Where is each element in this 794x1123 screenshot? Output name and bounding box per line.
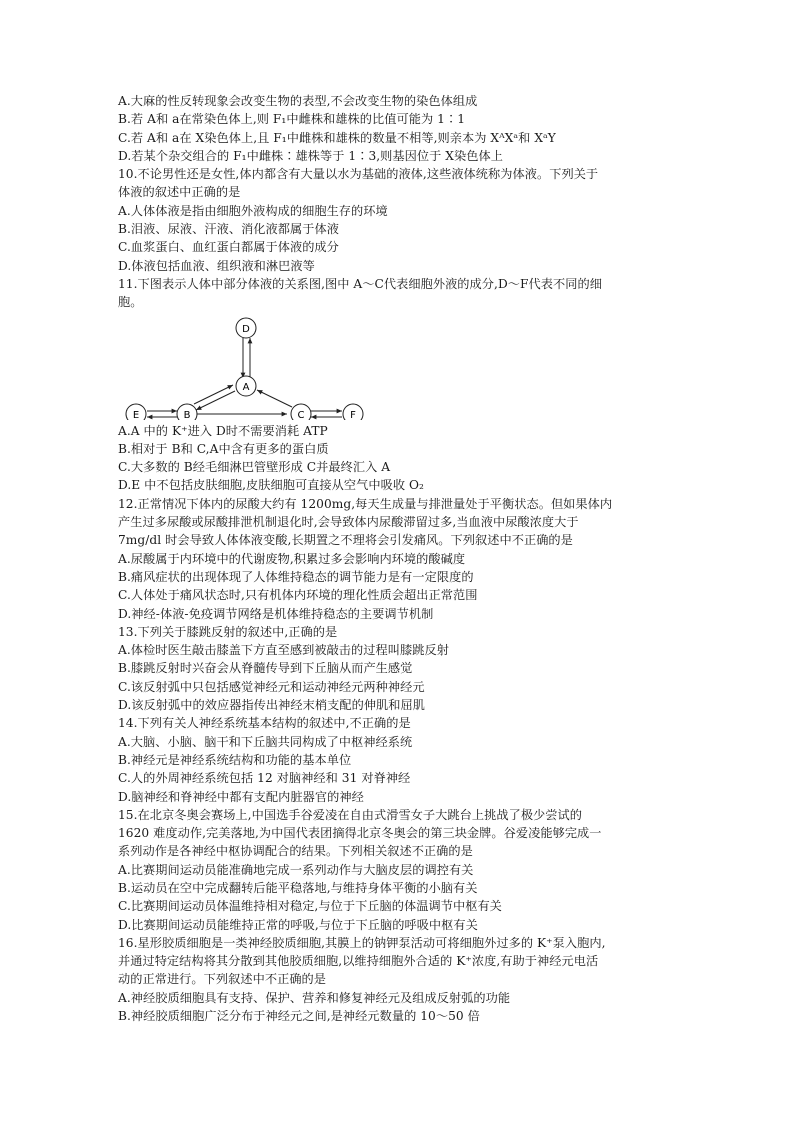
q16-stem-line-3: 动的正常进行。下列叙述中不正确的是 bbox=[118, 972, 327, 987]
q14-option-c: C.人的外周神经系统包括 12 对脑神经和 31 对脊神经 bbox=[118, 771, 411, 786]
q9-option-c: C.若 A和 a在 X染色体上,且 F₁中雌株和雄株的数量不相等,则亲本为 XᴬXᵃ和 XᵃY bbox=[118, 130, 556, 145]
q9-option-a: A.大麻的性反转现象会改变生物的表型,不会改变生物的染色体组成 bbox=[118, 94, 478, 108]
question-11 bbox=[118, 275, 684, 495]
q10-option-c: C.血浆蛋白、血红蛋白都属于体液的成分 bbox=[118, 240, 339, 255]
q11-stem-line-2: 胞。 bbox=[118, 295, 143, 310]
q16-stem-line-1: 16.星形胶质细胞是一类神经胶质细胞,其膜上的钠钾泵活动可将细胞外过多的 K⁺泵入胞内, bbox=[118, 935, 606, 950]
q14-stem-line-1: 14.下列有关人神经系统基本结构的叙述中,不正确的是 bbox=[118, 716, 411, 731]
q11-stem-line-1: 11.下图表示人体中部分体液的关系图,图中 A～C代表细胞外液的成分,D～F代表不同的细 bbox=[118, 276, 602, 291]
q11-option-b: B.相对于 B和 C,A中含有更多的蛋白质 bbox=[118, 441, 329, 456]
node-f bbox=[343, 404, 363, 420]
q15-option-b: B.运动员在空中完成翻转后能平稳落地,与维持身体平衡的小脑有关 bbox=[118, 880, 478, 895]
q10-option-d: D.体液包括血液、组织液和淋巴液等 bbox=[118, 258, 315, 273]
svg-text:D: D bbox=[242, 323, 250, 335]
svg-text:A: A bbox=[242, 381, 250, 393]
q10-option-b: B.泪液、尿液、汗液、消化液都属于体液 bbox=[118, 222, 339, 237]
q13-stem-line-1: 13.下列关于膝跳反射的叙述中,正确的是 bbox=[118, 624, 338, 639]
node-d bbox=[236, 318, 256, 338]
node-e bbox=[126, 404, 146, 420]
q12-stem-line-2: 产生过多尿酸或尿酸排泄机制退化时,会导致体内尿酸滞留过多,当血液中尿酸浓度大于 bbox=[118, 515, 579, 530]
question-10 bbox=[118, 165, 684, 275]
q12-option-a: A.尿酸属于内环境中的代谢废物,积累过多会影响内环境的酸碱度 bbox=[118, 551, 466, 566]
q14-option-b: B.神经元是神经系统结构和功能的基本单位 bbox=[118, 752, 352, 767]
q12-option-c: C.人体处于痛风状态时,只有机体内环境的理化性质会超出正常范围 bbox=[118, 588, 478, 603]
q14-option-a: A.大脑、小脑、脑干和下丘脑共同构成了中枢神经系统 bbox=[118, 734, 413, 749]
body-fluid-diagram bbox=[118, 316, 684, 420]
q10-stem-line-2: 体液的叙述中正确的是 bbox=[118, 185, 241, 200]
q11-option-d: D.E 中不包括皮肤细胞,皮肤细胞可直接从空气中吸收 O₂ bbox=[118, 478, 424, 493]
body-fluid-diagram-svg bbox=[118, 316, 378, 420]
arrow-c-to-a bbox=[257, 390, 292, 407]
q11-option-a: A.A 中的 K⁺进入 D时不需要消耗 ATP bbox=[118, 423, 328, 438]
question-12 bbox=[118, 495, 684, 623]
q9-option-d: D.若某个杂交组合的 F₁中雌株∶雄株等于 1∶3,则基因位于 X染色体上 bbox=[118, 148, 503, 163]
question-16 bbox=[118, 934, 684, 1025]
svg-text:F: F bbox=[350, 409, 356, 420]
exam-page bbox=[118, 92, 684, 1025]
q15-option-d: D.比赛期间运动员能维持正常的呼吸,与位于下丘脑的呼吸中枢有关 bbox=[118, 917, 478, 932]
q15-stem-line-3: 系列动作是各神经中枢协调配合的结果。下列相关叙述不正确的是 bbox=[118, 844, 473, 859]
q16-stem-line-2: 并通过特定结构将其分散到其他胶质细胞,以维持细胞外合适的 K⁺浓度,有助于神经元电活 bbox=[118, 954, 599, 969]
q9-options bbox=[118, 92, 684, 165]
svg-text:B: B bbox=[183, 409, 191, 420]
q13-option-c: C.该反射弧中只包括感觉神经元和运动神经元两种神经元 bbox=[118, 679, 425, 694]
q16-option-b: B.神经胶质细胞广泛分布于神经元之间,是神经元数量的 10～50 倍 bbox=[118, 1009, 480, 1024]
q10-stem-line-1: 10.不论男性还是女性,体内都含有大量以水为基础的液体,这些液体统称为体液。下列关于 bbox=[118, 167, 599, 182]
q15-option-c: C.比赛期间运动员体温维持相对稳定,与位于下丘脑的体温调节中枢有关 bbox=[118, 899, 502, 914]
node-a bbox=[236, 376, 256, 396]
q9-option-b: B.若 A和 a在常染色体上,则 F₁中雌株和雄株的比值可能为 1∶1 bbox=[118, 112, 465, 127]
q12-stem-line-1: 12.正常情况下体内的尿酸大约有 1200mg,每天生成量与排泄量处于平衡状态。但如果体内 bbox=[118, 496, 613, 511]
question-15 bbox=[118, 806, 684, 934]
q16-option-a: A.神经胶质细胞具有支持、保护、营养和修复神经元及组成反射弧的功能 bbox=[118, 990, 511, 1005]
node-b bbox=[177, 404, 197, 420]
q11-option-c: C.大多数的 B经毛细淋巴管壁形成 C并最终汇入 A bbox=[118, 460, 391, 475]
q15-stem-line-2: 1620 难度动作,完美落地,为中国代表团摘得北京冬奥会的第三块金牌。谷爱凌能够完成一 bbox=[118, 826, 602, 841]
q13-option-a: A.体检时医生敲击膝盖下方直至感到被敲击的过程叫膝跳反射 bbox=[118, 643, 449, 658]
q12-option-b: B.痛风症状的出现体现了人体维持稳态的调节能力是有一定限度的 bbox=[118, 569, 474, 584]
q10-option-a: A.人体体液是指由细胞外液构成的细胞生存的环境 bbox=[118, 203, 388, 218]
q14-option-d: D.脑神经和脊神经中都有支配内脏器官的神经 bbox=[118, 789, 364, 804]
q13-option-b: B.膝跳反射时兴奋会从脊髓传导到下丘脑从而产生感觉 bbox=[118, 661, 413, 676]
q12-stem-line-3: 7mg/dl 时会导致人体体液变酸,长期置之不理将会引发痛风。下列叙述中不正确的是 bbox=[118, 533, 573, 548]
question-14 bbox=[118, 714, 684, 805]
node-c bbox=[291, 404, 311, 420]
q15-option-a: A.比赛期间运动员能准确地完成一系列动作与大脑皮层的调控有关 bbox=[118, 862, 474, 877]
question-13 bbox=[118, 623, 684, 714]
svg-text:C: C bbox=[297, 409, 305, 420]
q13-option-d: D.该反射弧中的效应器指传出神经末梢支配的伸肌和屈肌 bbox=[118, 698, 426, 713]
q12-option-d: D.神经-体液-免疫调节网络是机体维持稳态的主要调节机制 bbox=[118, 606, 434, 621]
q15-stem-line-1: 15.在北京冬奥会赛场上,中国选手谷爱凌在自由式滑雪女子大跳台上挑战了极少尝试的 bbox=[118, 807, 583, 822]
svg-text:E: E bbox=[132, 409, 140, 420]
